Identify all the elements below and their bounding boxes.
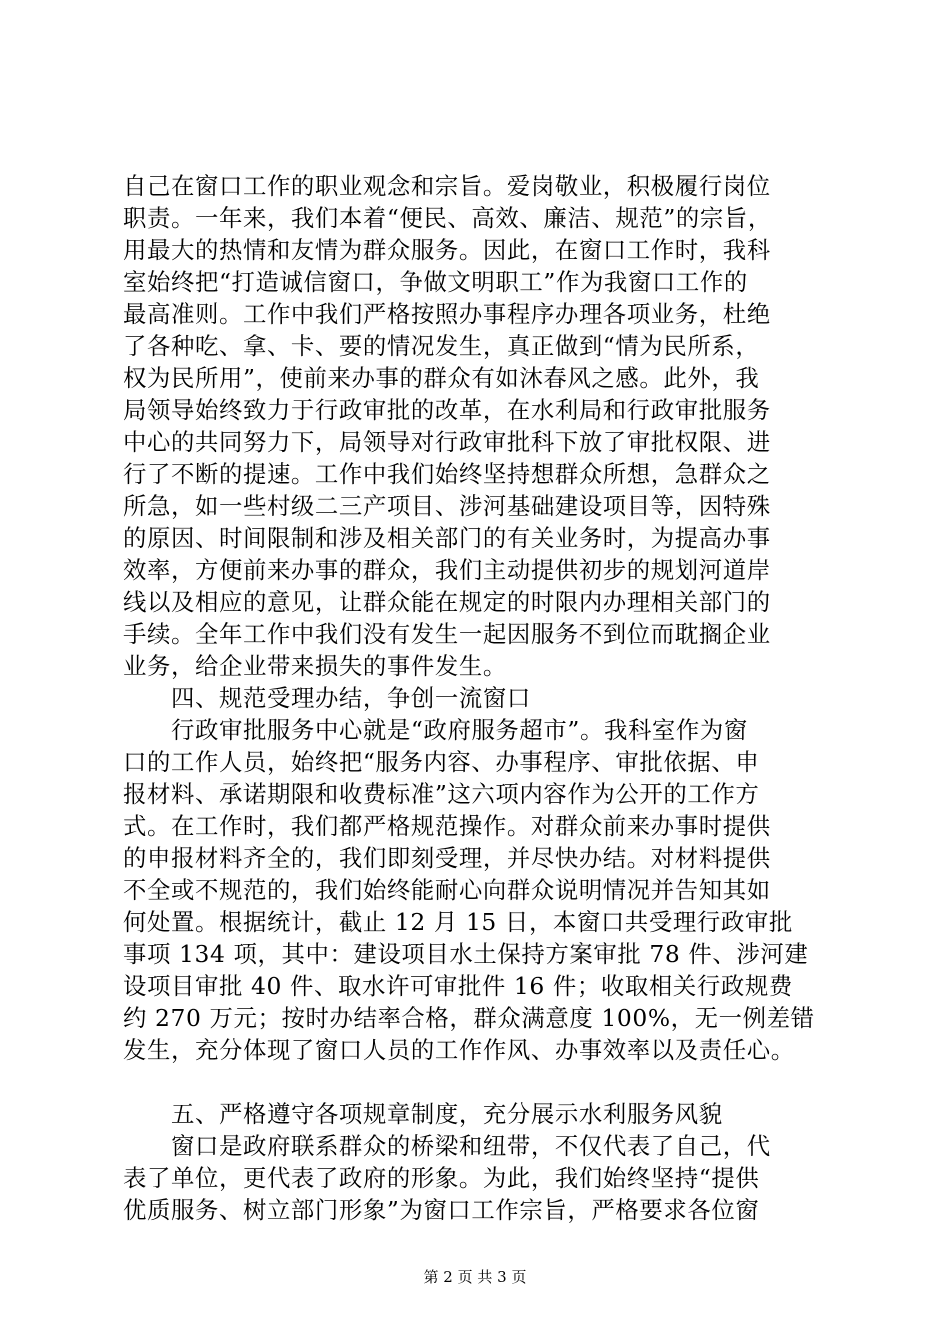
text-line: 所急，如一些村级二三产项目、涉河基础建设项目等，因特殊 [123,492,771,520]
text-line: 约 270 万元；按时办结率合格，群众满意度 100%，无一例差错 [123,1004,815,1032]
text-line: 的原因、时间限制和涉及相关部门的有关业务时，为提高办事 [123,524,771,552]
text-line: 口的工作人员，始终把“服务内容、办事程序、审批依据、申 [123,748,760,776]
text-line: 职责。一年来，我们本着“便民、高效、廉洁、规范”的宗旨， [123,204,772,232]
text-line: 的申报材料齐全的，我们即刻受理，并尽快办结。对材料提供 [123,844,771,872]
text-line: 局领导始终致力于行政审批的改革，在水利局和行政审批服务 [123,396,771,424]
text-line: 报材料、承诺期限和收费标准”这六项内容作为公开的工作方 [123,780,760,808]
text-line: 设项目审批 40 件、取水许可审批件 16 件；收取相关行政规费 [123,972,793,1000]
page-footer: 第 2 页 共 3 页 [423,1268,527,1286]
text-line: 四、规范受理办结，争创一流窗口 [171,684,531,712]
blank-line [123,1066,843,1098]
text-line: 用最大的热情和友情为群众服务。因此，在窗口工作时，我科 [123,236,771,264]
text-line: 自己在窗口工作的职业观念和宗旨。爱岗敬业，积极履行岗位 [123,172,771,200]
text-line: 式。在工作时，我们都严格规范操作。对群众前来办事时提供 [123,812,771,840]
text-line: 手续。全年工作中我们没有发生一起因服务不到位而耽搁企业 [123,620,771,648]
text-line: 行了不断的提速。工作中我们始终坚持想群众所想，急群众之 [123,460,771,488]
text-line: 窗口是政府联系群众的桥梁和纽带，不仅代表了自己，代 [171,1132,771,1160]
document-body [123,170,843,1226]
text-line: 最高准则。工作中我们严格按照办事程序办理各项业务，杜绝 [123,300,771,328]
text-line: 事项 134 项，其中：建设项目水土保持方案审批 78 件、涉河建 [123,940,809,968]
text-line: 中心的共同努力下，局领导对行政审批科下放了审批权限、进 [123,428,771,456]
text-line: 表了单位，更代表了政府的形象。为此，我们始终坚持“提供 [123,1164,760,1192]
text-line: 五、严格遵守各项规章制度，充分展示水利服务风貌 [171,1100,723,1128]
text-line: 行政审批服务中心就是“政府服务超市”。我科室作为窗 [171,716,748,744]
text-line: 权为民所用”，使前来办事的群众有如沐春风之感。此外，我 [123,364,760,392]
text-line: 业务，给企业带来损失的事件发生。 [123,652,507,680]
text-line: 了各种吃、拿、卡、要的情况发生，真正做到“情为民所系， [123,332,760,360]
text-line: 优质服务、树立部门形象”为窗口工作宗旨，严格要求各位窗 [123,1196,760,1224]
text-line: 发生，充分体现了窗口人员的工作作风、办事效率以及责任心。 [123,1036,795,1064]
text-line: 不全或不规范的，我们始终能耐心向群众说明情况并告知其如 [123,876,771,904]
text-line: 线以及相应的意见，让群众能在规定的时限内办理相关部门的 [123,588,771,616]
text-line: 何处置。根据统计，截止 12 月 15 日，本窗口共受理行政审批 [123,908,793,936]
text-line: 室始终把“打造诚信窗口，争做文明职工”作为我窗口工作的 [123,268,748,296]
text-line: 效率，方便前来办事的群众，我们主动提供初步的规划河道岸 [123,556,771,584]
